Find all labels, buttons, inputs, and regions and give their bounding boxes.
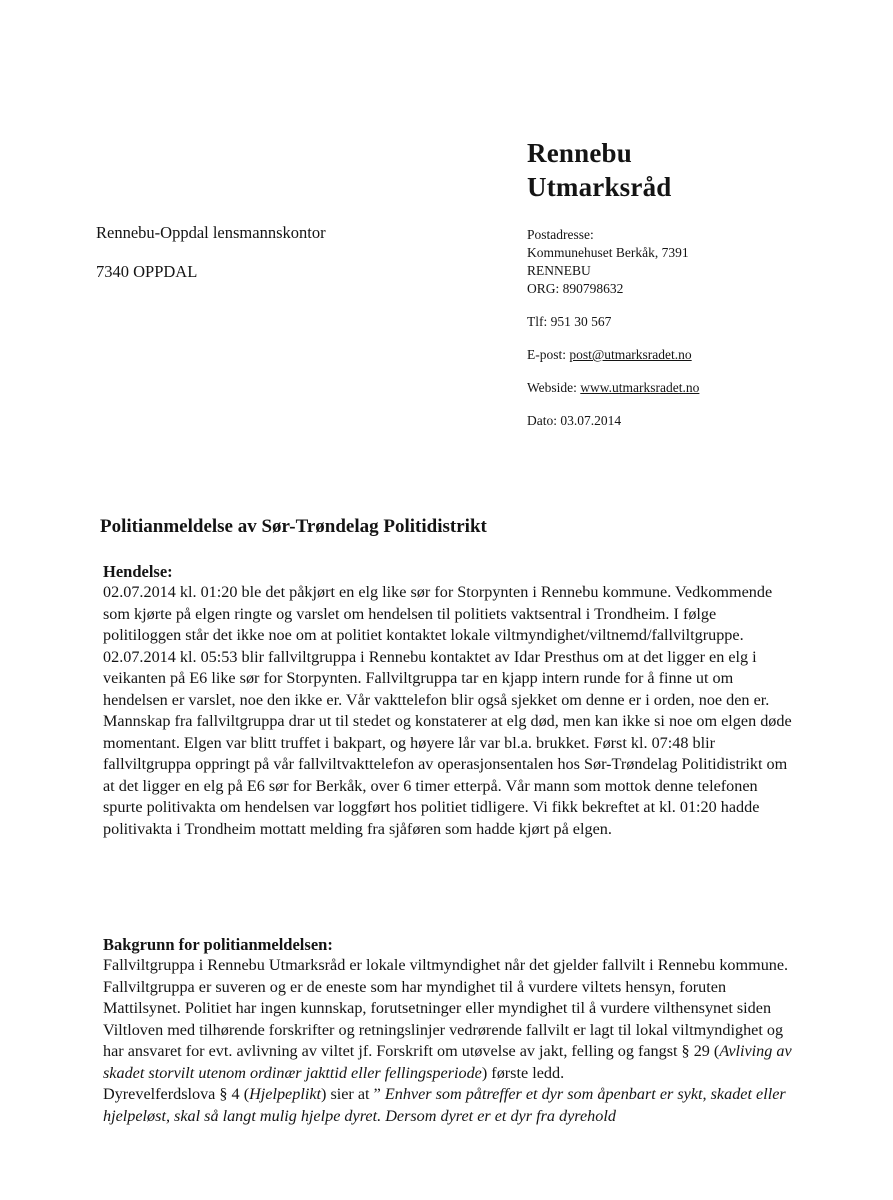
- sender-contact-block: [527, 226, 699, 430]
- sender-org-name: [527, 136, 672, 204]
- recipient-postal: 7340 OPPDAL: [96, 262, 198, 281]
- incident-paragraph-2: 02.07.2014 kl. 05:53 blir fallviltgruppa i Rennebu kontaktet av Idar Presthus om at det ligger en elg i veikanten på E6 like sør for Storpynten. Fallviltgruppa tar en kjapp intern runde for å finne ut om hendelsen er varslet, noe den ikke er. Vår vakttelefon blir også sjekket om denne er i orden, noe den er.: [103, 647, 770, 709]
- incident-section: [103, 561, 793, 840]
- email-link[interactable]: post@utmarksradet.no: [569, 347, 692, 362]
- postal-label: Postadresse:: [527, 227, 594, 242]
- recipient-block: [96, 223, 326, 301]
- incident-heading: Hendelse:: [103, 562, 173, 581]
- address-line1: Kommunehuset Berkåk, 7391: [527, 245, 689, 260]
- background-section: [103, 934, 793, 1127]
- bg-p1-end: ) første ledd.: [481, 1063, 565, 1082]
- org-name-line1: Rennebu: [527, 138, 632, 168]
- letter-date: Dato: 03.07.2014: [527, 413, 622, 428]
- web-link[interactable]: www.utmarksradet.no: [580, 380, 700, 395]
- incident-paragraph-1: 02.07.2014 kl. 01:20 ble det påkjørt en elg like sør for Storpynten i Rennebu kommune. Vedkommende som kjørte på elgen ringte og varslet om hendelsen til politiets vaktsentral i Trondheim. I følge politiloggen står det ikke noe om at politiet kontaktet lokale viltmyndighet/viltnemd/fallviltgruppe.: [103, 583, 773, 644]
- background-paragraph-2: [103, 1084, 793, 1127]
- org-number: ORG: 890798632: [527, 281, 624, 296]
- web-label: Webside:: [527, 380, 581, 395]
- background-heading: Bakgrunn for politianmeldelsen:: [103, 935, 333, 954]
- org-name-line2: Utmarksråd: [527, 172, 672, 202]
- phone: Tlf: 951 30 567: [527, 314, 612, 329]
- email-label: E-post:: [527, 347, 570, 362]
- bg-p2-text: Dyrevelferdslova § 4 (: [103, 1085, 250, 1103]
- bg-p2-mid: ) sier at ”: [321, 1085, 385, 1103]
- incident-paragraph-3: Mannskap fra fallviltgruppa drar ut til stedet og konstaterer at elg død, men kan ikke si noe om elgen døde momentant. Elgen var blitt truffet i bakpart, og høyere lår var bl.a. brukket. Først kl. 07:48 blir fallviltgruppa oppringt på vår fallviltvakttelefon av operasjonsentalen hos Sør-Trøndelag Politidistrikt om at det ligger en elg på E6 sør for Berkåk, over 6 timer etterpå. Vår mann som mottok denne telefonen spurte politivakta om hendelsen var loggført hos politiet tidligere. Vi fikk bekreftet at kl. 01:20 hadde politivakta i Trondheim mottatt melding fra sjåføren som hadde kjørt på elgen.: [103, 712, 792, 838]
- bg-p1-text: Fallviltgruppa i Rennebu Utmarksråd er lokale viltmyndighet når det gjelder fallvilt i Rennebu kommune. Fallviltgruppa er suveren og er de eneste som har myndighet til å vurdere viltets hensyn, foruten Mattilsynet. Politiet har ingen kunnskap, forutsetninger eller myndighet til å vurdere vilthensynet siden Viltloven med tilhørende forskrifter og retningslinjer vedrørende fallvilt er lagt til lokal viltmyndighet og har ansvaret for evt. avlivning av viltet jf. Forskrift om utøvelse av jakt, felling og fangst § 29 (: [103, 956, 789, 1060]
- address-line2: RENNEBU: [527, 263, 591, 278]
- email-row: [527, 346, 699, 364]
- background-paragraph-1: [103, 955, 793, 1084]
- bg-p2-italic2: Enhver som påtreffer et dyr som åpenbart er sykt, skadet eller hjelpeløst, skal så langt mulig hjelpe dyret. Dersom dyret er et dyr fra dyrehold: [103, 1085, 786, 1125]
- document-title: Politianmeldelse av Sør-Trøndelag Politidistrikt: [100, 516, 487, 537]
- bg-p1-italic: Avliving av skadet storvilt utenom ordinær jakttid eller fellingsperiode: [103, 1042, 792, 1082]
- recipient-name: Rennebu-Oppdal lensmannskontor: [96, 223, 326, 242]
- web-row: [527, 379, 699, 397]
- bg-p2-italic1: Hjelpeplikt: [249, 1085, 322, 1103]
